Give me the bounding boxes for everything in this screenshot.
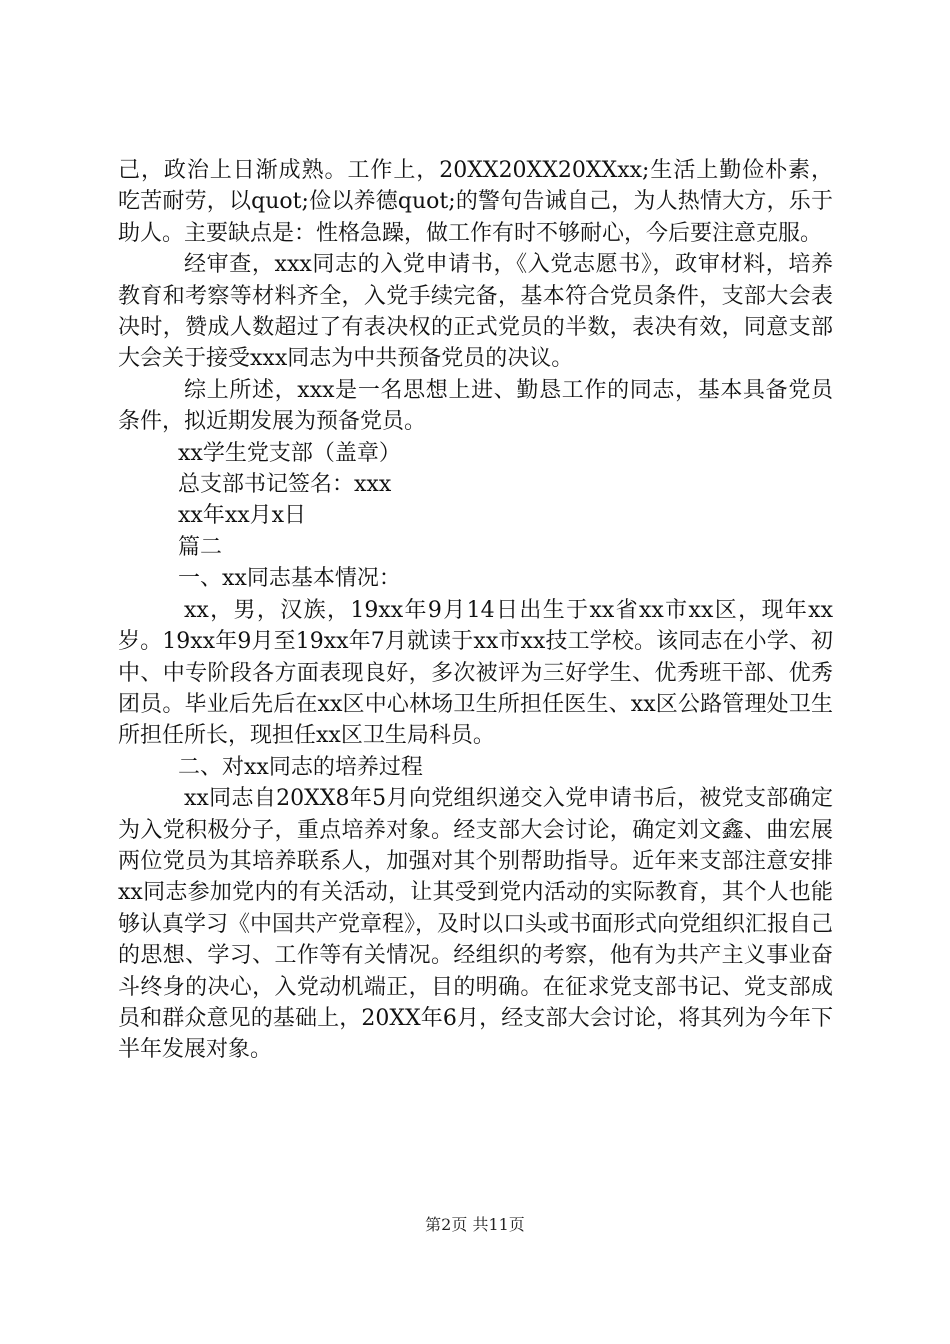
paragraph-review: 经审查，xxx同志的入党申请书，《入党志愿书》，政审材料，培养教育和考察等材料齐全，入党手续完备，基本符合党员条件，支部大会表决时，赞成人数超过了有表决权的正式党员的半数，表决有效，同意支部大会关于接受xxx同志为中共预备党员的决议。 — [118, 252, 833, 372]
page-number-footer: 第2页 共11页 — [425, 1215, 525, 1234]
section-heading-basic-info: 一、xx同志基本情况： — [178, 566, 401, 592]
paragraph-continuation: 己，政治上日渐成熟。工作上，20XX20XX20XXxx;生活上勤俭朴素，吃苦耐劳，以quot;俭以养德quot;的警句告诫自己，为人热情大方，乐于助人。主要缺点是：性格急躁，做工作有时不够耐心，今后要注意克服。 — [118, 158, 833, 246]
section-heading-training: 二、对xx同志的培养过程 — [178, 754, 423, 780]
signature-secretary: 总支部书记签名：xxx — [178, 472, 392, 498]
section-heading-part-two: 篇二 — [178, 534, 223, 560]
signature-branch-seal: xx学生党支部（盖章） — [178, 440, 401, 466]
paragraph-basic-info: xx，男，汉族，19xx年9月14日出生于xx省xx市xx区，现年xx岁。19xx年9月至19xx年7月就读于xx市xx技工学校。该同志在小学、初中、中专阶段各方面表现良好，多次被评为三好学生、优秀班干部、优秀团员。毕业后先后在xx区中心林场卫生所担任医生、xx区公路管理处卫生所担任所长，现担任xx区卫生局科员。 — [118, 597, 833, 749]
document-body — [118, 155, 833, 1066]
paragraph-training: xx同志自20XX8年5月向党组织递交入党申请书后，被党支部确定为入党积极分子，重点培养对象。经支部大会讨论，确定刘文鑫、曲宏展两位党员为其培养联系人，加强对其个别帮助指导。近年来支部注意安排xx同志参加党内的有关活动，让其受到党内活动的实际教育，其个人也能够认真学习《中国共产党章程》，及时以口头或书面形式向党组织汇报自己的思想、学习、工作等有关情况。经组织的考察，他有为共产主义事业奋斗终身的决心，入党动机端正，目的明确。在征求党支部书记、党支部成员和群众意见的基础上，20XX年6月，经支部大会讨论，将其列为今年下半年发展对象。 — [118, 786, 834, 1063]
signature-date: xx年xx月x日 — [178, 503, 307, 529]
paragraph-summary: 综上所述，xxx是一名思想上进、勤恳工作的同志，基本具备党员条件，拟近期发展为预备党员。 — [118, 377, 833, 435]
